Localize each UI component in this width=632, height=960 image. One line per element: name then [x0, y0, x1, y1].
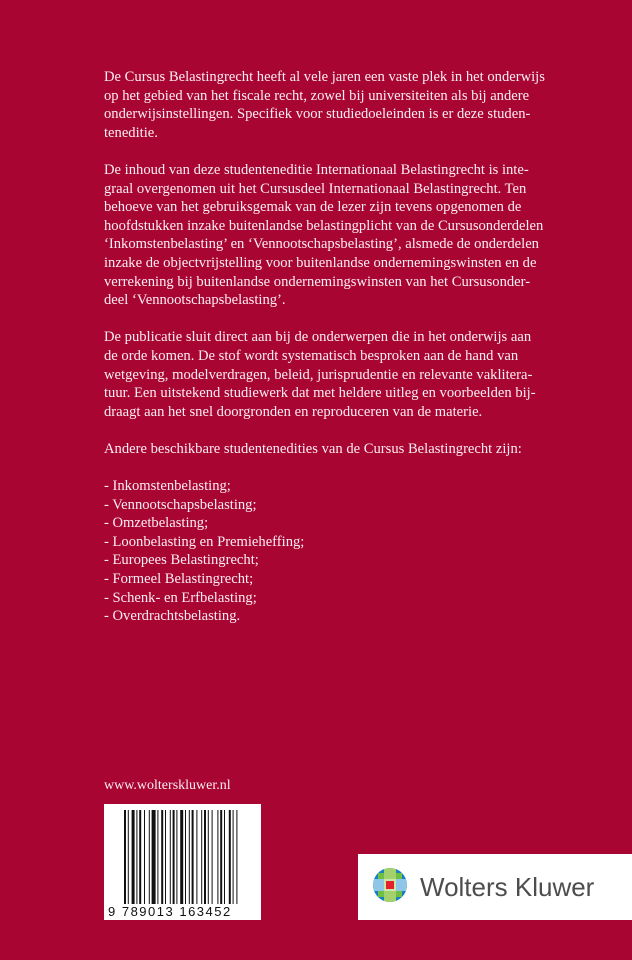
- text-line: draagt aan het snel doorgronden en reproduceren van de materie.: [104, 403, 483, 420]
- barcode-bars: [104, 804, 261, 904]
- barcode-bar: [217, 810, 218, 904]
- text-line: teneditie.: [104, 124, 158, 141]
- list-item: - Overdrachtsbelasting.: [104, 608, 241, 625]
- isbn-number: 9 789013 163452: [108, 904, 232, 919]
- list-item: - Omzetbelasting;: [104, 515, 209, 532]
- barcode-bar: [176, 810, 177, 904]
- text-line: onderwijsinstellingen. Specifiek voor studiedoeleinden is er deze studen-: [104, 106, 531, 123]
- paragraph: [104, 440, 584, 459]
- list-item: - Vennootschapsbelasting;: [104, 496, 257, 513]
- text-line: De inhoud van deze studenteneditie Internationaal Belastingrecht is inte-: [104, 161, 529, 178]
- barcode-bar: [173, 810, 175, 904]
- text-line: hoofdstukken inzake buitenlandse belastingplicht van de Cursusonderdelen: [104, 217, 544, 234]
- barcode-bar: [236, 810, 237, 904]
- barcode-bar: [233, 810, 234, 904]
- barcode-bar: [180, 810, 183, 904]
- barcode-bar: [128, 810, 129, 904]
- barcode-bar: [161, 810, 163, 904]
- text-line: Andere beschikbare studentenedities van de Cursus Belastingrecht zijn:: [104, 440, 522, 457]
- barcode-bar: [144, 810, 145, 904]
- barcode-bar: [149, 810, 150, 904]
- barcode-bar: [212, 810, 213, 904]
- barcode-bar: [189, 810, 190, 904]
- paragraph: [104, 68, 584, 142]
- text-line: ‘Inkomstenbelasting’ en ‘Vennootschapsbelasting’, alsmede de onderdelen: [104, 236, 539, 253]
- barcode-bar: [132, 810, 135, 904]
- barcode-bar: [136, 810, 137, 904]
- publisher-name: Wolters Kluwer: [420, 871, 595, 902]
- text-line: deel ‘Vennootschapsbelasting’.: [104, 292, 286, 309]
- barcode-bar: [192, 810, 194, 904]
- text-line: de orde komen. De stof wordt systematisch besproken aan de hand van: [104, 347, 519, 364]
- text-line: tuur. Een uitstekend studiewerk dat met heldere uitleg en voorbeelden bij-: [104, 385, 536, 402]
- barcode-bar: [220, 810, 222, 904]
- list-item: - Schenk- en Erfbelasting;: [104, 589, 257, 606]
- text-line: graal overgenomen uit het Cursusdeel Internationaal Belastingrecht. Ten: [104, 180, 527, 197]
- barcode-bar: [170, 810, 171, 904]
- list-item: - Formeel Belastingrecht;: [104, 571, 254, 588]
- paragraph: [104, 328, 584, 421]
- list-item: - Loonbelasting en Premieheffing;: [104, 533, 305, 550]
- text-line: De Cursus Belastingrecht heeft al vele jaren een vaste plek in het onderwijs: [104, 69, 545, 85]
- list-item: - Europees Belastingrecht;: [104, 552, 259, 569]
- barcode-bar: [229, 810, 231, 904]
- barcode-bar: [208, 810, 209, 904]
- barcode-bar: [224, 810, 225, 904]
- paragraph: [104, 161, 584, 310]
- publisher-url[interactable]: www.wolterskluwer.nl: [104, 778, 231, 793]
- text-line: verrekening bij buitenlandse ondernemingswinsten van het Cursusonder-: [104, 273, 531, 290]
- publisher-logo: [358, 854, 632, 920]
- barcode-bar: [196, 810, 197, 904]
- edition-list: [104, 477, 584, 626]
- barcode-bar: [157, 810, 158, 904]
- barcode-bar: [124, 810, 126, 904]
- barcode-bar: [165, 810, 166, 904]
- barcode-bar: [204, 810, 206, 904]
- list-item: - Inkomstenbelasting;: [104, 478, 231, 495]
- text-line: wetgeving, modelverdragen, beleid, jurisprudentie en relevante vaklitera-: [104, 366, 533, 383]
- barcode-bar: [152, 810, 156, 904]
- barcode-bar: [139, 810, 141, 904]
- text-line: De publicatie sluit direct aan bij de onderwerpen die in het onderwijs aan: [104, 329, 532, 346]
- barcode-bar: [201, 810, 202, 904]
- text-line: inzake de objectvrijstelling voor buitenlandse ondernemingswinsten en de: [104, 254, 537, 271]
- barcode-bar: [185, 810, 186, 904]
- wolters-kluwer-globe-icon: [372, 867, 412, 907]
- isbn-barcode: [104, 804, 261, 920]
- text-line: op het gebied van het fiscale recht, zowel bij universiteiten als bij andere: [104, 87, 530, 104]
- text-line: behoeve van het gebruiksgemak van de lezer zijn tevens opgenomen de: [104, 199, 522, 216]
- back-cover-text: [104, 68, 584, 626]
